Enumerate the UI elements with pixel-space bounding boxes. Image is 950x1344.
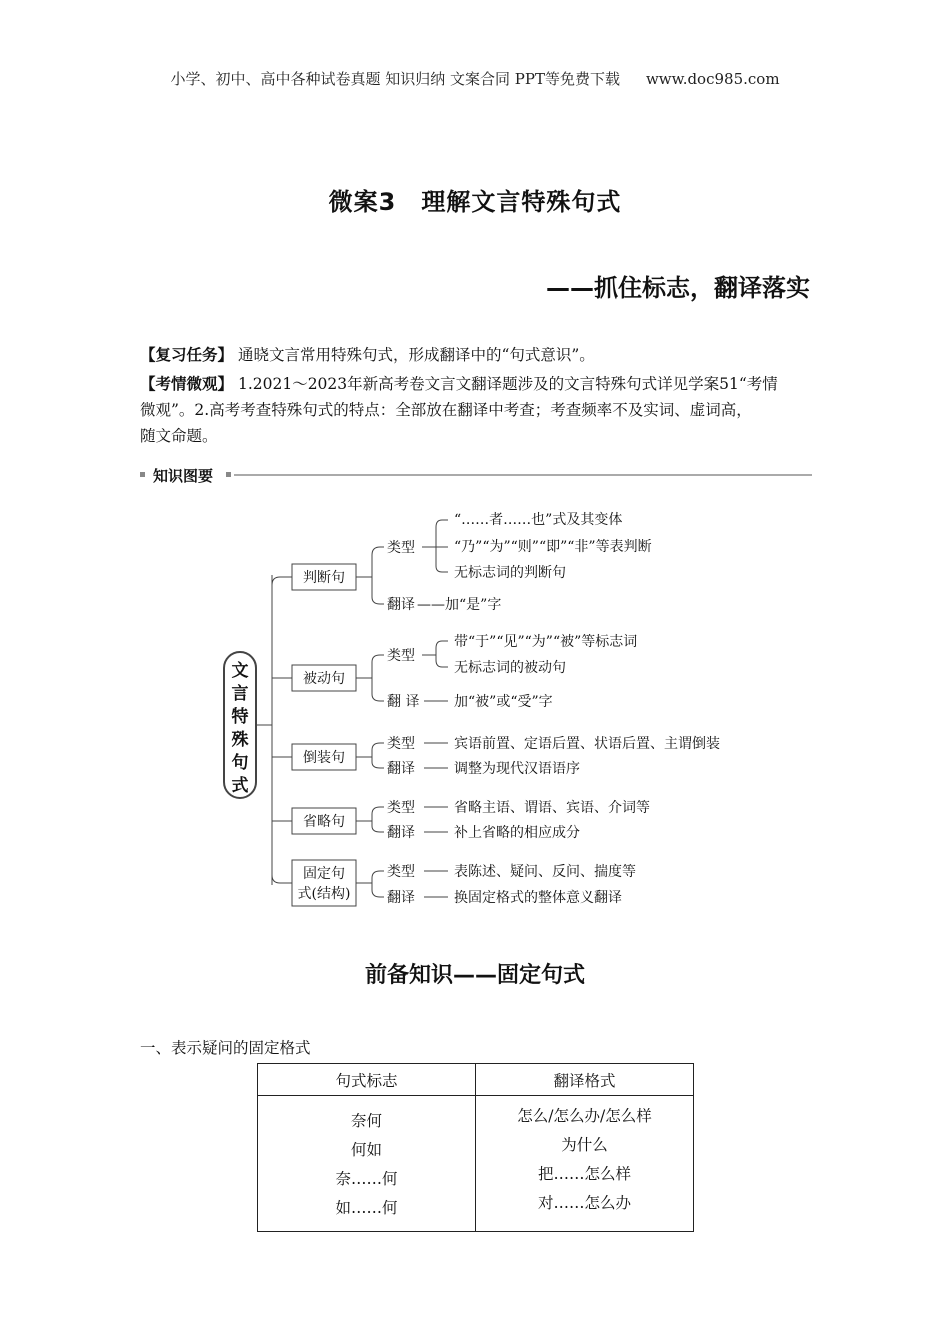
- root-char: 文: [231, 661, 249, 681]
- trans-item: 加“被”或“受”字: [454, 694, 553, 710]
- type-item: 带“于”“见”“为”“被”等标志词: [454, 634, 638, 650]
- trans-label: 翻译: [387, 761, 415, 777]
- type-item: 表陈述、疑问、反问、揣度等: [454, 864, 636, 880]
- root-char: 言: [231, 684, 249, 704]
- type-label: 类型: [387, 648, 415, 664]
- cell-line: 奈……何: [335, 1170, 398, 1188]
- page-subtitle: ——抓住标志，翻译落实: [546, 274, 810, 302]
- fixed-format-table: [257, 1063, 694, 1232]
- type-label: 类型: [387, 864, 415, 880]
- cell-line: 如……何: [335, 1199, 398, 1217]
- node-name: 式(结构): [297, 886, 351, 902]
- connector: [272, 875, 292, 883]
- exam-line-2: 微观”。2.高考考查特殊句式的特点：全部放在翻译中考查；考查频率不及实词、虚词高，: [140, 401, 752, 419]
- trans-item: 补上省略的相应成分: [454, 825, 580, 841]
- header-text: 小学、初中、高中各种试卷真题 知识归纳 文案合同 PPT等免费下载: [170, 70, 620, 88]
- type-item: 无标志词的判断句: [454, 565, 566, 581]
- root-char: 特: [231, 707, 249, 727]
- type-item: 宾语前置、定语后置、状语后置、主谓倒装: [454, 736, 720, 752]
- exam-line-3: 随文命题。: [140, 427, 218, 445]
- question-heading: 一、表示疑问的固定格式: [140, 1039, 311, 1057]
- exam-line-1: 1.2021～2023年新高考卷文言文翻译题涉及的文言特殊句式详见学案51“考情: [237, 375, 778, 393]
- node-name: 固定句: [303, 866, 345, 882]
- root-char: 句: [231, 753, 249, 773]
- connector: [272, 577, 292, 585]
- cell-line: 对……怎么办: [537, 1194, 631, 1212]
- root-char: 殊: [231, 730, 249, 750]
- trans-label: 翻译: [387, 825, 415, 841]
- type-item: 无标志词的被动句: [454, 660, 566, 676]
- type-label: 类型: [387, 800, 415, 816]
- trans-item: 调整为现代汉语语序: [454, 761, 580, 777]
- node-name: 判断句: [303, 570, 345, 586]
- cell-line: 把……怎么样: [537, 1165, 631, 1183]
- table-cell-markers: [258, 1096, 476, 1232]
- type-item: “……者……也”式及其变体: [454, 512, 623, 528]
- trans-label: 翻 译: [387, 694, 420, 710]
- node-name: 倒装句: [303, 750, 345, 766]
- knowledge-map-label: 知识图要: [153, 467, 214, 485]
- trans-item: ——加“是”字: [417, 597, 502, 613]
- node-name: 省略句: [303, 814, 345, 830]
- type-label: 类型: [387, 540, 415, 556]
- exam-tag: 【考情微观】: [140, 375, 234, 393]
- table-cell-translations: [476, 1096, 694, 1232]
- table-header-row: [258, 1064, 694, 1096]
- table-row: [258, 1096, 694, 1232]
- header-url[interactable]: www.doc985.com: [645, 70, 780, 88]
- type-item: “乃”“为”“则”“即”“非”等表判断: [454, 539, 652, 555]
- cell-line: 怎么/怎么办/怎么样: [517, 1107, 652, 1125]
- table-header-cell: 翻译格式: [476, 1064, 694, 1096]
- review-tag: 【复习任务】: [140, 346, 234, 364]
- trans-label: 翻译: [387, 890, 415, 906]
- node-name: 被动句: [303, 671, 345, 687]
- root-char: 式: [231, 776, 249, 796]
- table-header-cell: 句式标志: [258, 1064, 476, 1096]
- cell-line: 奈何: [350, 1112, 382, 1130]
- cell-line: 为什么: [561, 1136, 608, 1154]
- cell-line: 何如: [350, 1141, 382, 1159]
- review-text: 通晓文言常用特殊句式，形成翻译中的“句式意识”。: [237, 346, 595, 364]
- section-title: 前备知识——固定句式: [364, 963, 585, 988]
- trans-item: 换固定格式的整体意义翻译: [454, 890, 622, 906]
- type-item: 省略主语、谓语、宾语、介词等: [454, 800, 650, 816]
- trans-label: 翻译: [387, 597, 415, 613]
- page-title: 微案3 理解文言特殊句式: [328, 188, 622, 216]
- type-label: 类型: [387, 736, 415, 752]
